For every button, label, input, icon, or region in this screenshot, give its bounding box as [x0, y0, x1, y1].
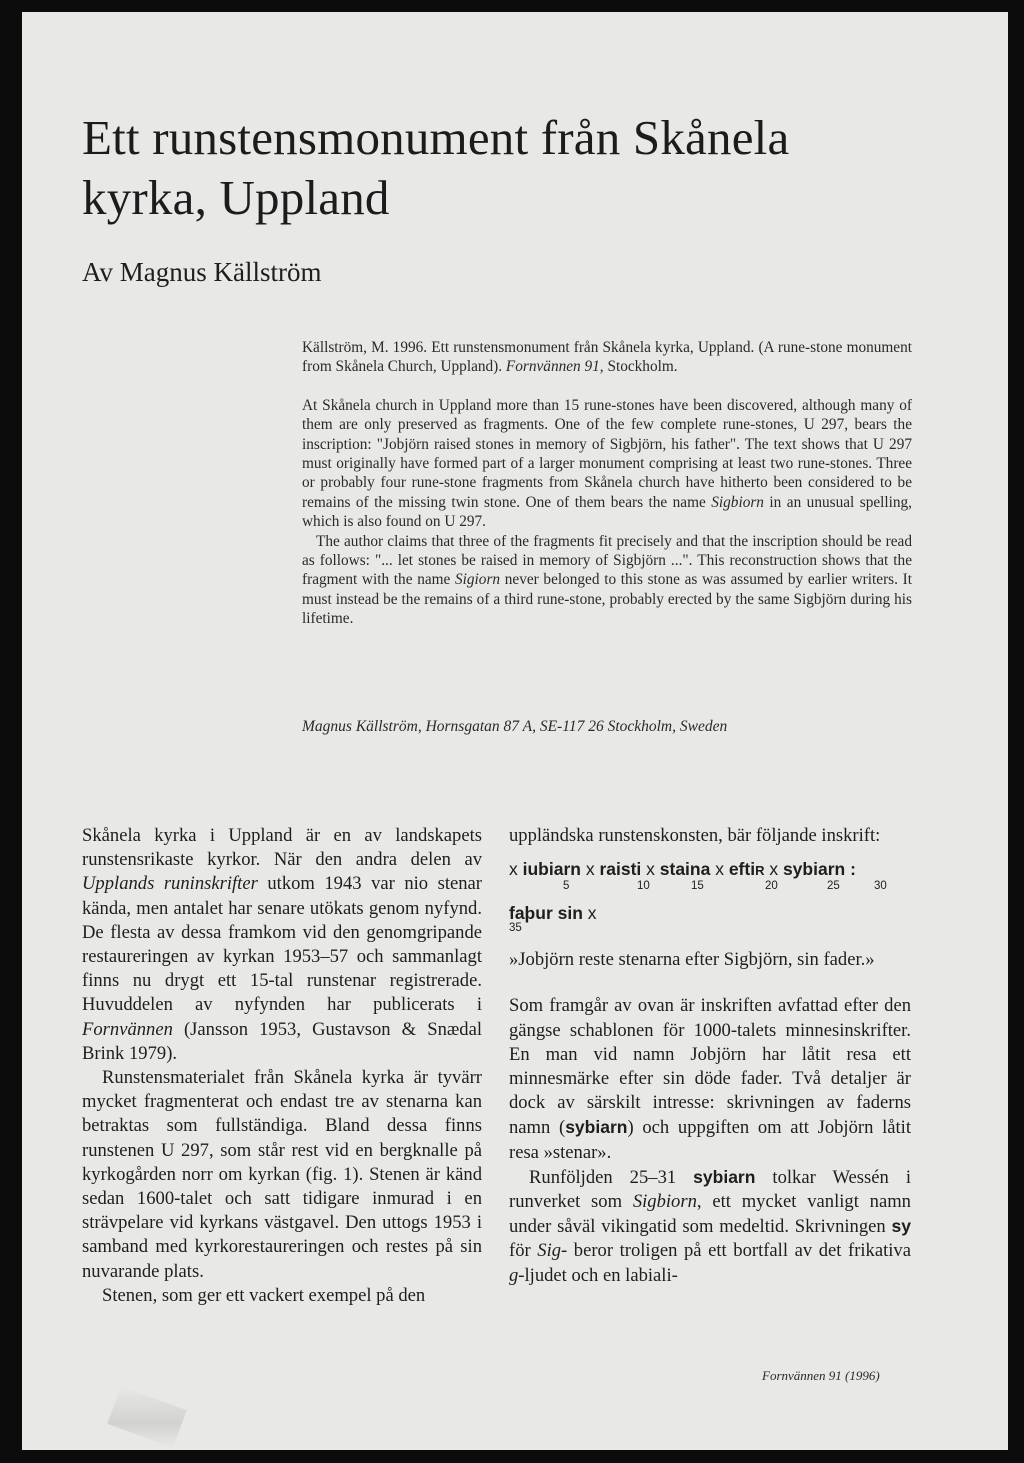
abstract-paragraph-2: The author claims that three of the fragments fit precisely and that the inscription should be read as follows: "... let stones be raised in memory of Sigbjörn ...". This reconstruction shows that the fragment with the name Sigiorn never belonged to this stone as was assumed by earlier writers. It must instead be the remains of a third rune-stone, probably erected by the same Sigbjörn during his lifetime. [302, 532, 912, 628]
body-column-left [82, 824, 482, 1308]
rune-numbering-2: 35 [509, 922, 522, 935]
abstract-paragraph-1: At Skånela church in Uppland more than 15 rune-stones have been discovered, although many of them are only preserved as fragments. One of the few complete rune-stones, U 297, bears the inscription: "Jobjörn raised stones in memory of Sigbjörn, his father". The text shows that U 297 must originally have formed part of a larger monument comprising at least two rune-stones. Three or probably four rune-stone fragments from Skånela church have hitherto been considered to be remains of the missing twin stone. One of them bears the name Sigbiorn in an unusual spelling, which is also found on U 297. [302, 396, 912, 531]
cited-journal: Fornvännen [82, 1018, 173, 1040]
runic-name-sigbiorn: Sigbiorn [711, 493, 764, 511]
abstract-citation: Källström, M. 1996. Ett runstensmonument från Skånela kyrka, Uppland. (A rune-stone monument from Skånela Church, Uppland). Fornvännen 91, Stockholm. [302, 339, 912, 376]
body-paragraph: uppländska runstenskonsten, bär följande inskrift: [509, 825, 881, 846]
journal-page [22, 12, 1008, 1450]
citation-journal: Fornvännen 91, [505, 358, 604, 376]
page-footer: Fornvännen 91 (1996) [762, 1368, 880, 1383]
scan-smudge [107, 1386, 186, 1448]
inscription-translation: »Jobjörn reste stenarna efter Sigbjörn, sin fader.» [509, 949, 875, 971]
runic-inscription-line-1: x iubiarn x raisti x staina x eftiR x sybiarn : [509, 859, 856, 880]
body-paragraph: Stenen, som ger ett vackert exempel på den [102, 1284, 426, 1306]
article-author: Av Magnus Källström [82, 257, 322, 287]
runic-name-sigiorn: Sigiorn [455, 571, 501, 589]
runic-inscription-line-2: faþur sin x [509, 903, 597, 924]
cited-work: Upplands runinskrifter [82, 873, 258, 895]
article-title [82, 108, 982, 228]
title-line-2: kyrka, Uppland [82, 170, 390, 225]
body-paragraph: Som framgår av ovan är inskriften avfattad efter den gängse schablonen för 1000-talets minnesinskrifter. En man vid namn Jobjörn har låtit resa ett minnesmärke efter sin döde fader. Två detaljer är dock av särskilt intresse: skrivningen av faderns namn (sybiarn) och uppgiften om att Jobjörn låtit resa »stenar». [509, 995, 911, 1163]
title-line-1: Ett runstensmonument från Skånela [82, 110, 790, 165]
abstract [302, 338, 912, 629]
body-paragraph: Skånela kyrka i Uppland är en av landskapets runstensrikaste kyrkor. När den andra delen av Upplands runinskrifter utkom 1943 var nio stenar kända, men antalet har senare utökats genom nyfynd. De flesta av dessa framkom vid den genomgripande restaureringen av kyrkan 1953–57 och sammanlagt finns nu drygt ett 15-tal runstenar registrerade. Huvuddelen av nyfynden har publicerats i Fornvännen (Jansson 1953, Gustavson & Snædal Brink 1979). [82, 825, 483, 1064]
body-paragraph: Runföljden 25–31 sybiarn tolkar Wessén i runverket som Sigbiorn, ett mycket vanligt namn under såväl vikingatid som medeltid. Skrivningen sy för Sig- beror troligen på ett bortfall av det frikativa g-ljudet och en labiali- [509, 1166, 911, 1286]
body-paragraph: Runstensmaterialet från Skånela kyrka är tyvärr mycket fragmenterat och endast tre av stenarna kan betraktas som fullständiga. Bland dessa finns runstenen U 297, som står rest vid en bergknalle på kyrkogården norr om kyrkan (fig. 1). Stenen är känd sedan 1600-talet och satt tidigare inmurad i en strävpelare vid kyrkans västgavel. Den uttogs 1953 i samband med kyrkorestaureringen och restes på sin nuvarande plats. [82, 1067, 482, 1282]
body-column-right [509, 824, 911, 1288]
author-address: Magnus Källström, Hornsgatan 87 A, SE-117 26 Stockholm, Sweden [302, 718, 728, 735]
rune-numbering-1: 5 10 15 20 25 30 [563, 880, 887, 893]
